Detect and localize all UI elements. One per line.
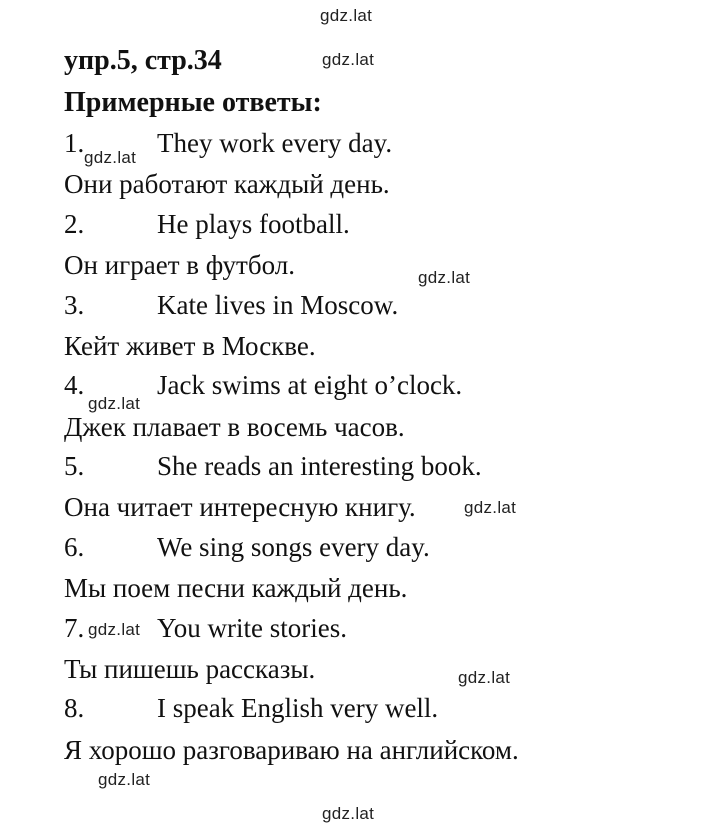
item-russian: Она читает интересную книгу. bbox=[64, 492, 416, 522]
watermark: gdz.lat bbox=[98, 770, 151, 789]
item-english: We sing songs every day. bbox=[157, 532, 430, 562]
item-english: He plays football. bbox=[157, 209, 350, 239]
item-russian: Ты пишешь рассказы. bbox=[64, 654, 316, 684]
item-number: 3. bbox=[64, 290, 85, 320]
watermark: gdz.lat bbox=[84, 148, 137, 167]
page-title: упр.5, стр.34 bbox=[64, 45, 222, 76]
item-english: She reads an interesting book. bbox=[157, 451, 482, 481]
item-russian: Я хорошо разговариваю на английском. bbox=[64, 735, 519, 765]
item-number: 4. bbox=[64, 370, 85, 400]
item-number: 7. bbox=[64, 613, 85, 643]
item-english: You write stories. bbox=[157, 613, 348, 643]
item-russian: Кейт живет в Москве. bbox=[64, 331, 316, 361]
item-number: 6. bbox=[64, 532, 85, 562]
item-number: 2. bbox=[64, 209, 85, 239]
item-english: Kate lives in Moscow. bbox=[157, 290, 399, 320]
item-english: I speak English very well. bbox=[157, 693, 439, 723]
watermark: gdz.lat bbox=[88, 394, 141, 413]
watermark: gdz.lat bbox=[322, 804, 375, 823]
item-russian: Они работают каждый день. bbox=[64, 169, 390, 199]
item-english: Jack swims at eight o’clock. bbox=[157, 370, 463, 400]
item-number: 8. bbox=[64, 693, 85, 723]
item-russian: Мы поем песни каждый день. bbox=[64, 573, 408, 603]
watermark: gdz.lat bbox=[458, 668, 511, 687]
item-russian: Он играет в футбол. bbox=[64, 250, 295, 280]
item-russian: Джек плавает в восемь часов. bbox=[64, 412, 405, 442]
page-subtitle: Примерные ответы: bbox=[64, 87, 322, 118]
item-number: 5. bbox=[64, 451, 85, 481]
watermark: gdz.lat bbox=[320, 6, 373, 25]
watermark: gdz.lat bbox=[464, 498, 517, 517]
item-english: They work every day. bbox=[157, 128, 393, 158]
watermark: gdz.lat bbox=[418, 268, 471, 287]
watermark: gdz.lat bbox=[88, 620, 141, 639]
watermark: gdz.lat bbox=[322, 50, 375, 69]
item-number: 1. bbox=[64, 128, 85, 158]
